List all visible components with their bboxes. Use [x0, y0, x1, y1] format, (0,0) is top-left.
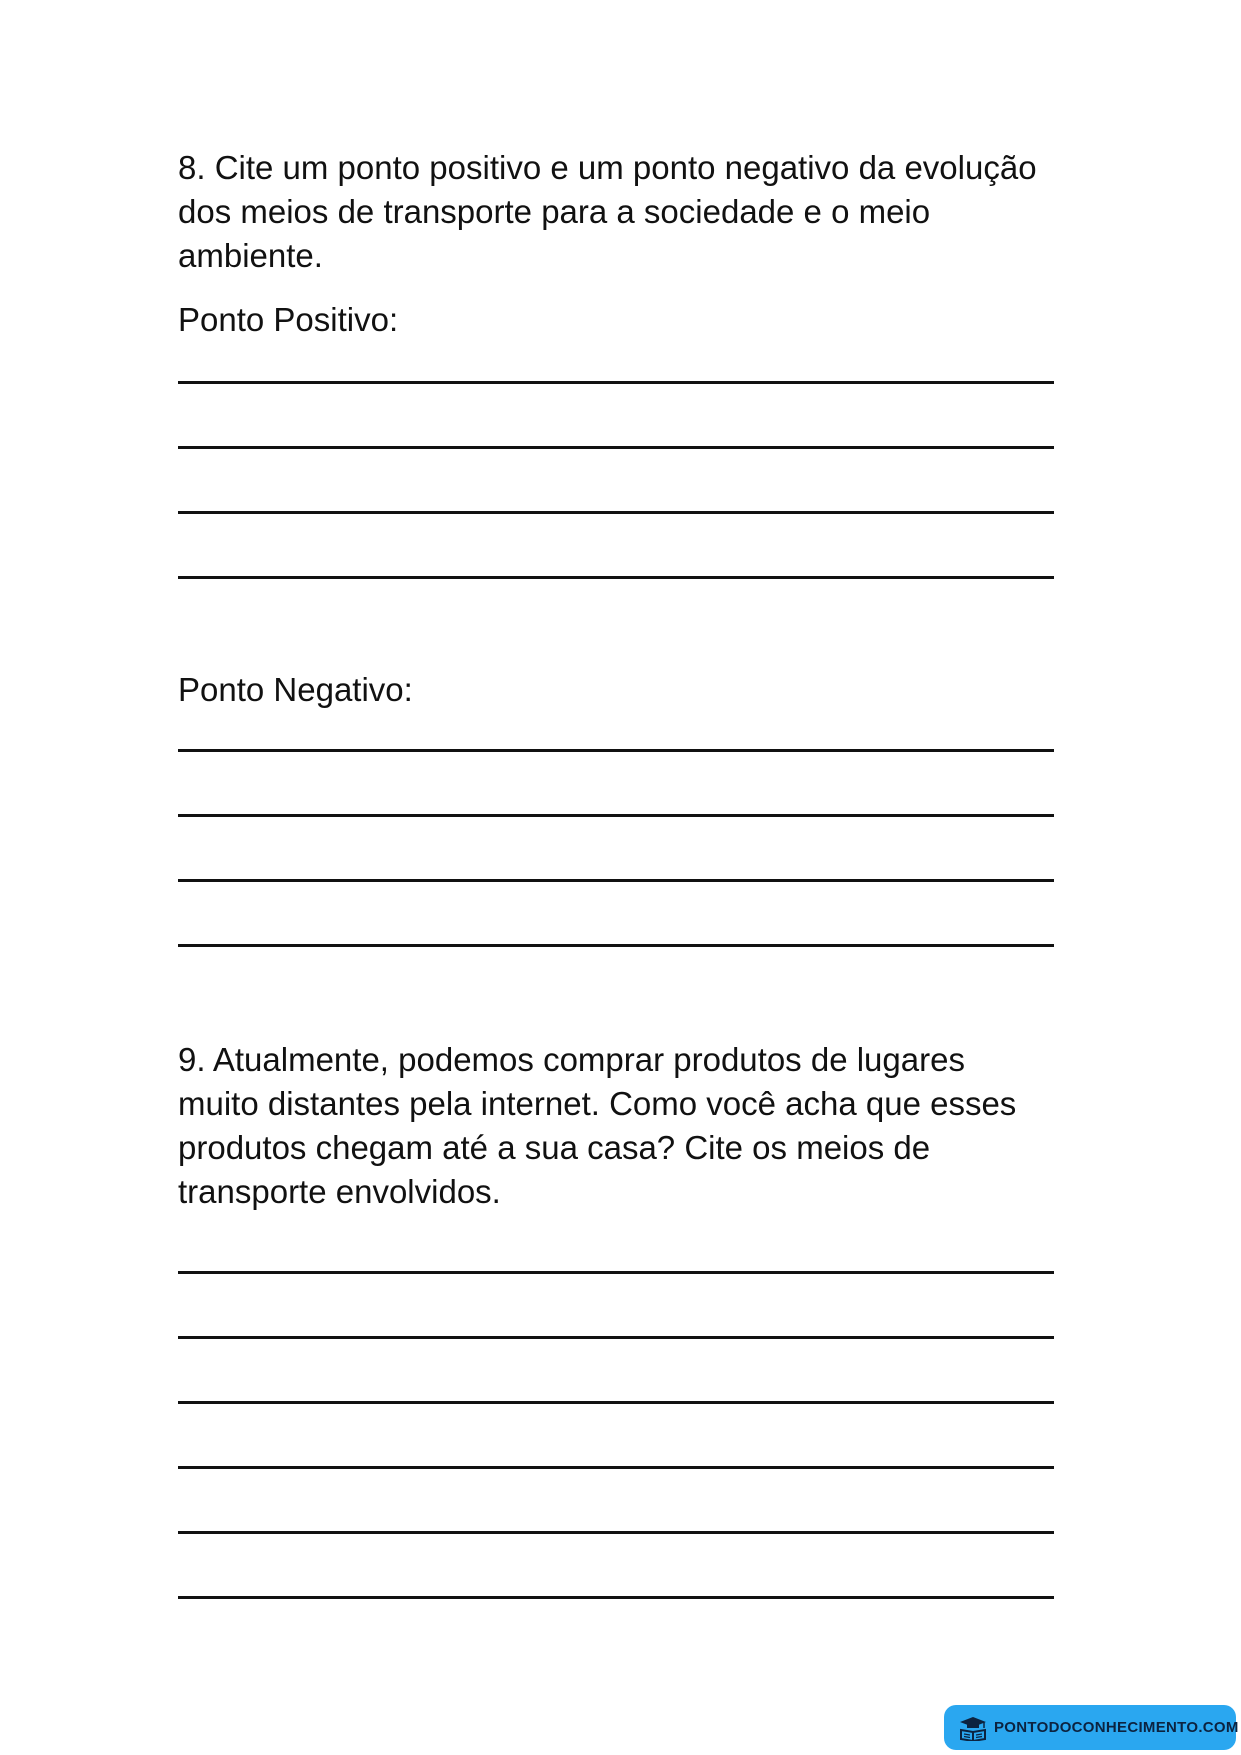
answer-line-negative-2[interactable]	[178, 814, 1054, 817]
answer-line-negative-4[interactable]	[178, 944, 1054, 947]
answer-line-positive-4[interactable]	[178, 576, 1054, 579]
answer-line-q9-5[interactable]	[178, 1531, 1054, 1534]
answer-line-q9-2[interactable]	[178, 1336, 1054, 1339]
question-8-line-3: ambiente.	[178, 237, 323, 274]
answer-line-q9-4[interactable]	[178, 1466, 1054, 1469]
answer-line-positive-3[interactable]	[178, 511, 1054, 514]
positive-point-label: Ponto Positivo:	[178, 301, 399, 338]
answer-line-positive-2[interactable]	[178, 446, 1054, 449]
question-8-line-1: 8. Cite um ponto positivo e um ponto negativo da evolução	[178, 149, 1037, 186]
question-9-line-4: transporte envolvidos.	[178, 1173, 501, 1210]
answer-line-q9-1[interactable]	[178, 1271, 1054, 1274]
site-name: PONTODOCONHECIMENTO.COM	[994, 1719, 1239, 1736]
negative-point-label: Ponto Negativo:	[178, 671, 413, 708]
answer-line-negative-3[interactable]	[178, 879, 1054, 882]
graduation-book-icon	[958, 1715, 988, 1741]
site-badge[interactable]	[944, 1705, 1239, 1750]
answer-line-q9-6[interactable]	[178, 1596, 1054, 1599]
answer-line-positive-1[interactable]	[178, 381, 1054, 384]
question-8-line-2: dos meios de transporte para a sociedade e o meio	[178, 193, 931, 230]
question-9-line-2: muito distantes pela internet. Como você acha que esses	[178, 1085, 1017, 1122]
question-9-line-3: produtos chegam até a sua casa? Cite os meios de	[178, 1129, 931, 1166]
answer-line-negative-1[interactable]	[178, 749, 1054, 752]
answer-line-q9-3[interactable]	[178, 1401, 1054, 1404]
question-9-line-1: 9. Atualmente, podemos comprar produtos de lugares	[178, 1041, 965, 1078]
